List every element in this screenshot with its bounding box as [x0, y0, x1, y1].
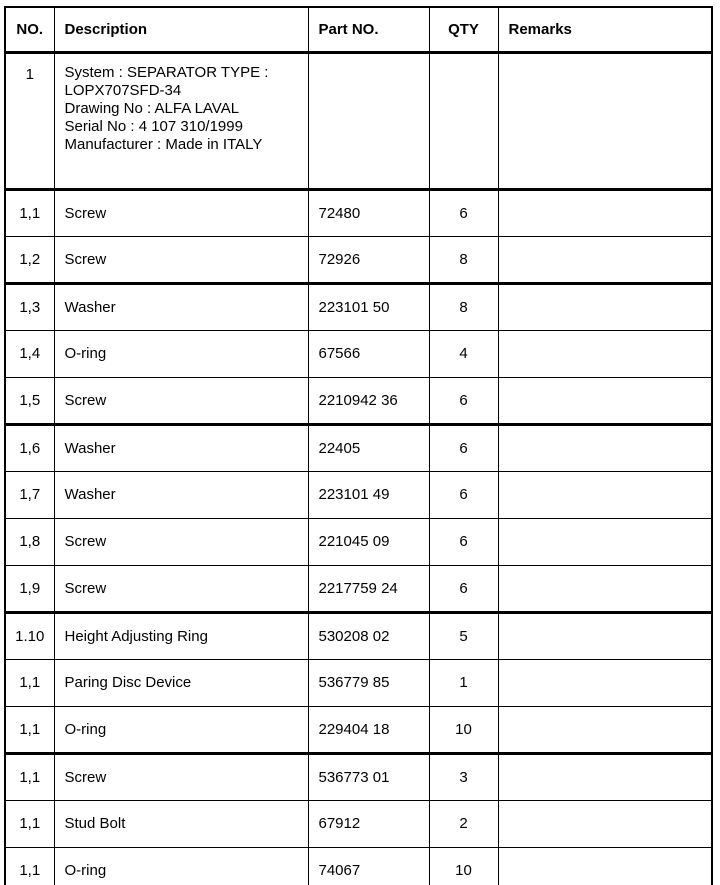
table-body — [5, 52, 712, 885]
cell-description: O-ring — [54, 330, 308, 377]
cell-qty: 4 — [429, 330, 498, 377]
cell-qty: 6 — [429, 424, 498, 471]
cell-qty: 8 — [429, 236, 498, 283]
cell-remarks — [498, 52, 712, 189]
cell-qty: 2 — [429, 800, 498, 847]
cell-remarks — [498, 377, 712, 424]
table-row — [5, 847, 712, 885]
table-row — [5, 377, 712, 424]
cell-description: Screw — [54, 518, 308, 565]
cell-remarks — [498, 424, 712, 471]
table-row — [5, 330, 712, 377]
table-row — [5, 518, 712, 565]
cell-no: 1.10 — [5, 612, 54, 659]
cell-remarks — [498, 283, 712, 330]
cell-no: 1,6 — [5, 424, 54, 471]
cell-description: Washer — [54, 283, 308, 330]
cell-no: 1,1 — [5, 659, 54, 706]
cell-part-no: 223101 50 — [308, 283, 429, 330]
cell-part-no: 74067 — [308, 847, 429, 885]
cell-part-no: 72926 — [308, 236, 429, 283]
cell-no: 1,3 — [5, 283, 54, 330]
table-row — [5, 283, 712, 330]
cell-no: 1 — [5, 52, 54, 189]
header-row — [5, 7, 712, 52]
cell-no: 1,7 — [5, 471, 54, 518]
table-row — [5, 189, 712, 236]
description-line: Drawing No : ALFA LAVAL — [64, 99, 240, 117]
parts-list-table — [4, 6, 713, 885]
table-row — [5, 565, 712, 612]
cell-part-no: 67912 — [308, 800, 429, 847]
cell-part-no: 536779 85 — [308, 659, 429, 706]
cell-qty: 1 — [429, 659, 498, 706]
description-line: LOPX707SFD-34 — [64, 81, 182, 99]
cell-description — [54, 52, 308, 189]
cell-description: Screw — [54, 377, 308, 424]
header-description: Description — [54, 7, 308, 52]
cell-qty: 6 — [429, 471, 498, 518]
cell-remarks — [498, 706, 712, 753]
cell-no: 1,1 — [5, 847, 54, 885]
cell-no: 1,8 — [5, 518, 54, 565]
cell-qty: 3 — [429, 753, 498, 800]
cell-part-no: 2210942 36 — [308, 377, 429, 424]
cell-part-no: 72480 — [308, 189, 429, 236]
table-header — [5, 7, 712, 52]
cell-description: Paring Disc Device — [54, 659, 308, 706]
cell-remarks — [498, 612, 712, 659]
cell-part-no: 530208 02 — [308, 612, 429, 659]
header-part-no: Part NO. — [308, 7, 429, 52]
cell-remarks — [498, 189, 712, 236]
cell-part-no: 221045 09 — [308, 518, 429, 565]
cell-no: 1,1 — [5, 189, 54, 236]
cell-part-no: 2217759 24 — [308, 565, 429, 612]
cell-description: Screw — [54, 236, 308, 283]
description-line: System : SEPARATOR TYPE : — [64, 63, 269, 81]
cell-part-no: 223101 49 — [308, 471, 429, 518]
cell-remarks — [498, 518, 712, 565]
cell-part-no: 536773 01 — [308, 753, 429, 800]
cell-no: 1,1 — [5, 800, 54, 847]
cell-part-no: 22405 — [308, 424, 429, 471]
header-qty: QTY — [429, 7, 498, 52]
cell-no: 1,5 — [5, 377, 54, 424]
cell-no: 1,1 — [5, 706, 54, 753]
cell-qty — [429, 52, 498, 189]
table-row — [5, 612, 712, 659]
cell-description: O-ring — [54, 706, 308, 753]
table-row — [5, 706, 712, 753]
table-row — [5, 424, 712, 471]
cell-remarks — [498, 565, 712, 612]
cell-qty: 8 — [429, 283, 498, 330]
cell-qty: 6 — [429, 565, 498, 612]
cell-no: 1,9 — [5, 565, 54, 612]
table-row — [5, 236, 712, 283]
cell-qty: 10 — [429, 847, 498, 885]
cell-part-no — [308, 52, 429, 189]
cell-remarks — [498, 471, 712, 518]
cell-no: 1,2 — [5, 236, 54, 283]
cell-qty: 6 — [429, 189, 498, 236]
table-row — [5, 659, 712, 706]
cell-part-no: 67566 — [308, 330, 429, 377]
cell-remarks — [498, 847, 712, 885]
cell-description: Screw — [54, 189, 308, 236]
cell-remarks — [498, 659, 712, 706]
table-row — [5, 800, 712, 847]
cell-description: Washer — [54, 424, 308, 471]
cell-part-no: 229404 18 — [308, 706, 429, 753]
cell-remarks — [498, 236, 712, 283]
cell-description: Screw — [54, 753, 308, 800]
cell-no: 1,4 — [5, 330, 54, 377]
header-no: NO. — [5, 7, 54, 52]
table-row — [5, 753, 712, 800]
cell-qty: 10 — [429, 706, 498, 753]
cell-qty: 5 — [429, 612, 498, 659]
cell-remarks — [498, 330, 712, 377]
table-row — [5, 52, 712, 189]
cell-description: Washer — [54, 471, 308, 518]
table-row — [5, 471, 712, 518]
cell-remarks — [498, 800, 712, 847]
cell-description: Height Adjusting Ring — [54, 612, 308, 659]
cell-description: O-ring — [54, 847, 308, 885]
header-remarks: Remarks — [498, 7, 712, 52]
cell-qty: 6 — [429, 377, 498, 424]
cell-no: 1,1 — [5, 753, 54, 800]
description-line: Manufacturer : Made in ITALY — [64, 135, 263, 153]
cell-qty: 6 — [429, 518, 498, 565]
cell-description: Stud Bolt — [54, 800, 308, 847]
cell-description: Screw — [54, 565, 308, 612]
cell-remarks — [498, 753, 712, 800]
description-line: Serial No : 4 107 310/1999 — [64, 117, 243, 135]
